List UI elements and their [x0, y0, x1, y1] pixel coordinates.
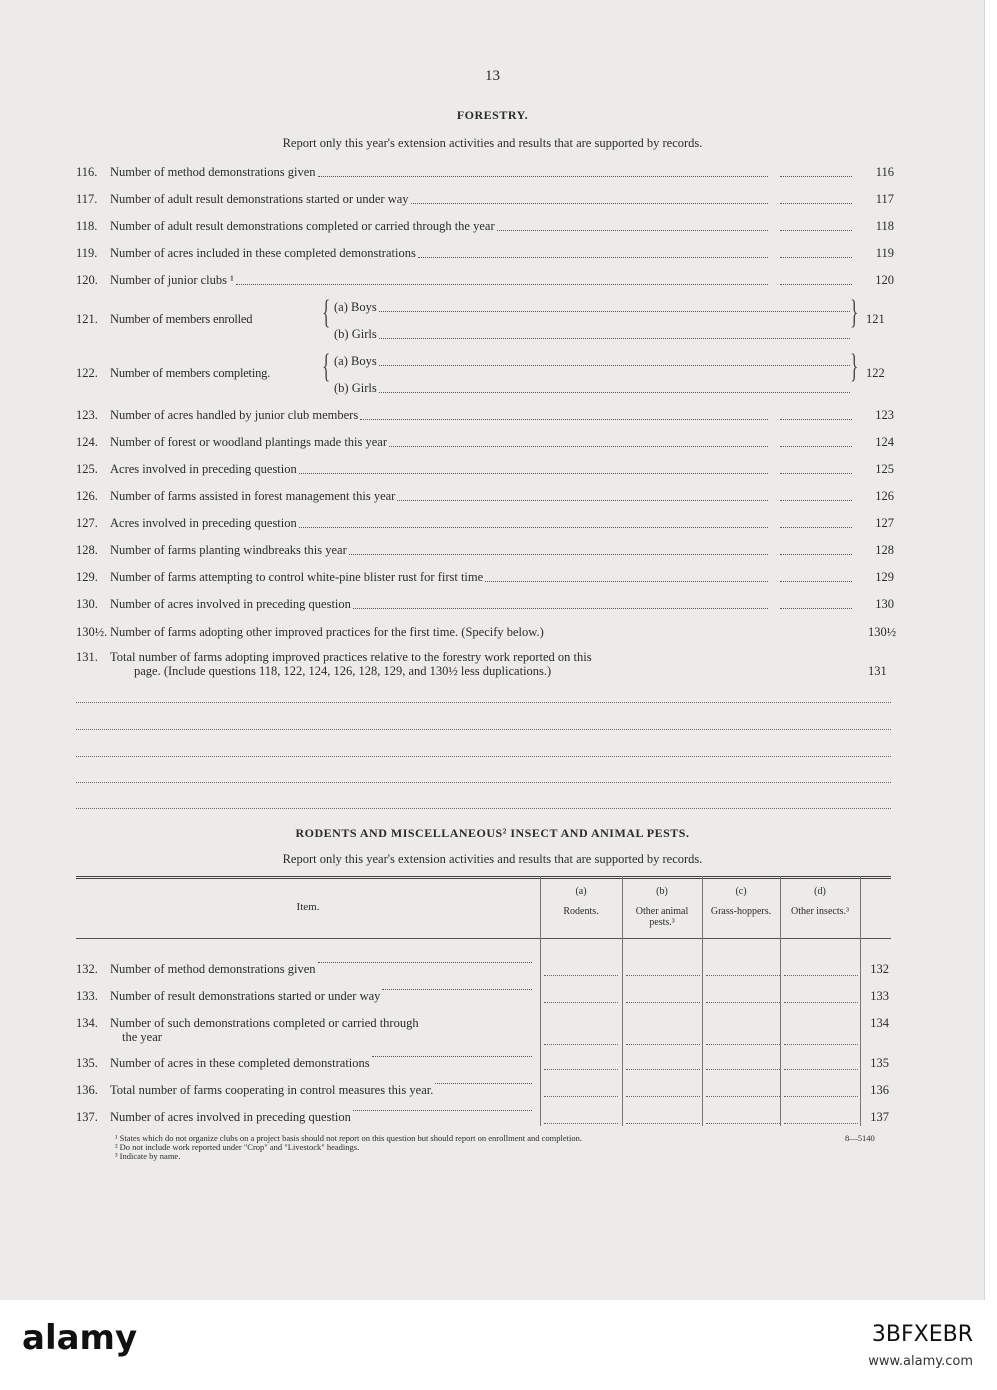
footnote-1: ¹ States which do not organize clubs on a project basis should not report on this question but should report on enrollment and completion.	[115, 1133, 582, 1143]
header-item: Item.	[296, 901, 320, 913]
col-divider	[702, 876, 703, 1126]
answer-cell[interactable]	[544, 1044, 618, 1045]
dotted-leader	[435, 1083, 532, 1084]
split-subrow	[334, 326, 854, 342]
dotted-leader	[353, 1110, 532, 1111]
split-subrow	[334, 299, 854, 315]
answer-cell[interactable]	[626, 1123, 700, 1124]
watermark-strip	[0, 1300, 997, 1390]
row-ref-number: 127	[875, 516, 894, 530]
row-number: 133.	[76, 989, 98, 1003]
answer-cell[interactable]	[626, 1002, 700, 1003]
answer-cell[interactable]	[784, 1069, 858, 1070]
row-label: Number of acres involved in preceding question	[110, 597, 351, 611]
row-label-wrap	[76, 1016, 536, 1031]
col-divider	[780, 876, 781, 1126]
row-label: Number of forest or woodland plantings made this year	[110, 435, 388, 449]
row-number: 119.	[76, 246, 98, 260]
row-ref-number: 130½	[868, 625, 897, 639]
dotted-leader	[353, 608, 768, 609]
col-header: Rodents.	[563, 906, 599, 917]
right-brace-icon: }	[850, 348, 859, 385]
row-label-wrap	[76, 989, 536, 1004]
answer-field[interactable]	[780, 581, 852, 582]
dotted-leader	[372, 1056, 532, 1057]
row-label: Number of acres in these completed demonstrations	[110, 1056, 370, 1070]
col-letter: (c)	[735, 886, 747, 897]
col-divider	[622, 876, 623, 1126]
row-label: Number of farms adopting other improved practices for the first time. (Specify below.)	[110, 625, 544, 639]
dotted-leader	[379, 365, 850, 366]
answer-cell[interactable]	[784, 1002, 858, 1003]
form-row	[76, 191, 894, 207]
row-ref-number: 132	[870, 962, 889, 976]
page-number: 13	[485, 68, 500, 84]
row-ref-number: 129	[875, 570, 894, 584]
split-subrow	[334, 353, 854, 369]
specify-line[interactable]	[76, 782, 891, 783]
forestry-subtitle: Report only this year's extension activities and results that are supported by records.	[282, 136, 703, 150]
dotted-leader	[379, 338, 850, 339]
row-ref-number: 136	[870, 1083, 889, 1097]
row-ref-number: 135	[870, 1056, 889, 1070]
row-ref-number: 123	[875, 408, 894, 422]
row-number: 135.	[76, 1056, 98, 1070]
answer-field[interactable]	[780, 176, 852, 177]
row-number: 127.	[76, 516, 98, 530]
row-label: Number of junior clubs ¹	[110, 273, 234, 287]
answer-cell[interactable]	[706, 975, 780, 976]
answer-field[interactable]	[780, 203, 852, 204]
row-number: 131.	[76, 650, 98, 664]
row-number: 132.	[76, 962, 98, 976]
row-ref-number: 131	[868, 664, 887, 678]
dotted-leader	[389, 446, 768, 447]
answer-cell[interactable]	[706, 1123, 780, 1124]
dotted-leader	[397, 500, 768, 501]
form-row	[76, 542, 894, 558]
row-label: Acres involved in preceding question	[110, 516, 297, 530]
row-ref-number: 134	[870, 1016, 889, 1030]
forestry-title: FORESTRY.	[456, 108, 529, 122]
row-number: 122.	[76, 366, 98, 380]
answer-field[interactable]	[780, 554, 852, 555]
answer-cell[interactable]	[544, 1123, 618, 1124]
right-brace-icon: }	[850, 294, 859, 331]
form-row	[76, 624, 897, 640]
row-label: Number of farms attempting to control white-pine blister rust for first time	[110, 570, 484, 584]
specify-line[interactable]	[76, 808, 891, 809]
answer-cell[interactable]	[706, 1044, 780, 1045]
form-row	[76, 164, 894, 180]
answer-cell[interactable]	[706, 1002, 780, 1003]
answer-field[interactable]	[780, 500, 852, 501]
row-number: 128.	[76, 543, 98, 557]
row-number: 121.	[76, 312, 98, 326]
form-row	[76, 245, 894, 261]
header-rule	[76, 938, 891, 939]
footnote-2: ² Do not include work reported under "Crop" and "Livestock" headings.	[115, 1142, 360, 1152]
row-ref-number: 122	[866, 366, 885, 380]
answer-field[interactable]	[780, 527, 852, 528]
row-ref-number: 128	[875, 543, 894, 557]
dotted-leader	[299, 473, 768, 474]
row-number: 120.	[76, 273, 98, 287]
dotted-leader	[485, 581, 768, 582]
col-letter: (b)	[656, 886, 668, 897]
answer-field[interactable]	[780, 257, 852, 258]
form-row	[76, 272, 894, 288]
answer-cell[interactable]	[784, 975, 858, 976]
subrow-label: (a) Boys	[334, 354, 377, 368]
form-row	[76, 407, 894, 423]
specify-line[interactable]	[76, 756, 891, 757]
row-label-wrap	[76, 1083, 536, 1098]
row-number: 126.	[76, 489, 98, 503]
form-row	[76, 218, 894, 234]
dotted-leader	[318, 962, 532, 963]
row-ref-number: 121	[866, 312, 885, 326]
row-label: Number of acres handled by junior club members	[110, 408, 359, 422]
answer-cell[interactable]	[544, 1069, 618, 1070]
dotted-leader	[379, 311, 850, 312]
row-number: 134.	[76, 1016, 98, 1030]
pests-title: RODENTS AND MISCELLANEOUS² INSECT AND ANIMAL PESTS.	[295, 826, 690, 840]
answer-field[interactable]	[780, 419, 852, 420]
row-ref-number: 119	[875, 246, 894, 260]
subrow-label: (b) Girls	[334, 327, 377, 341]
row-label-cont: the year	[122, 1030, 162, 1044]
answer-cell[interactable]	[544, 1096, 618, 1097]
row-label: Number of farms planting windbreaks this year	[110, 543, 347, 557]
row-ref-number: 118	[875, 219, 894, 233]
answer-cell[interactable]	[706, 1069, 780, 1070]
row-label: Total number of farms adopting improved practices relative to the forestry work reported on this	[110, 650, 592, 664]
col-header: Other insects.³	[791, 906, 849, 917]
form-row	[76, 596, 894, 612]
row-number: 116.	[76, 165, 98, 179]
answer-field[interactable]	[780, 446, 852, 447]
dotted-leader	[236, 284, 768, 285]
answer-cell[interactable]	[784, 1096, 858, 1097]
row-number: 130½.	[76, 625, 108, 639]
row-number: 125.	[76, 462, 98, 476]
pests-subtitle: Report only this year's extension activities and results that are supported by records.	[282, 852, 703, 866]
answer-field[interactable]	[780, 473, 852, 474]
answer-field[interactable]	[780, 284, 852, 285]
left-brace-icon: {	[322, 294, 331, 331]
row-number: 118.	[76, 219, 98, 233]
answer-cell[interactable]	[784, 1123, 858, 1124]
row-ref-number: 126	[875, 489, 894, 503]
dotted-leader	[360, 419, 768, 420]
row-label: Number of such demonstrations completed or carried through	[110, 1016, 419, 1030]
row-label: Number of members enrolled	[110, 312, 253, 326]
left-brace-icon: {	[322, 348, 331, 385]
subrow-label: (b) Girls	[334, 381, 377, 395]
row-label-wrap	[76, 962, 536, 977]
spacer	[546, 636, 864, 637]
row-number: 137.	[76, 1110, 98, 1124]
subrow-label: (a) Boys	[334, 300, 377, 314]
answer-field[interactable]	[780, 230, 852, 231]
row-label: Total number of farms cooperating in control measures this year.	[110, 1083, 434, 1097]
col-header: Grass-hoppers.	[710, 906, 772, 917]
image-id: 3BFXEBR	[871, 1322, 973, 1347]
form-row	[76, 515, 894, 531]
dotted-leader	[411, 203, 768, 204]
dotted-leader	[349, 554, 768, 555]
specify-line[interactable]	[76, 702, 891, 703]
row-label: Number of farms assisted in forest management this year	[110, 489, 396, 503]
form-row	[76, 569, 894, 585]
row-number: 117.	[76, 192, 98, 206]
row-label-wrap	[76, 1110, 536, 1125]
row-label: Number of adult result demonstrations started or under way	[110, 192, 409, 206]
row-label-cont: page. (Include questions 118, 122, 124, 126, 128, 129, and 130½ less duplications.)	[134, 664, 552, 678]
answer-cell[interactable]	[626, 975, 700, 976]
row-label: Number of adult result demonstrations completed or carried through the year	[110, 219, 495, 233]
dotted-leader	[299, 527, 768, 528]
row-label: Number of method demonstrations given	[110, 962, 316, 976]
col-header: Other animal pests.³	[635, 906, 689, 928]
answer-cell[interactable]	[706, 1096, 780, 1097]
col-letter: (a)	[575, 886, 587, 897]
answer-cell[interactable]	[626, 1069, 700, 1070]
answer-cell[interactable]	[544, 1002, 618, 1003]
row-number: 123.	[76, 408, 98, 422]
row-label: Number of method demonstrations given	[110, 165, 316, 179]
specify-line[interactable]	[76, 729, 891, 730]
row-ref-number: 125	[875, 462, 894, 476]
dotted-leader	[379, 392, 850, 393]
row-ref-number: 133	[870, 989, 889, 1003]
alamy-logo: alamy	[22, 1318, 138, 1358]
row-ref-number: 137	[870, 1110, 889, 1124]
form-row	[76, 461, 894, 477]
row-ref-number: 117	[875, 192, 894, 206]
col-letter: (d)	[814, 886, 826, 897]
row-number: 124.	[76, 435, 98, 449]
answer-field[interactable]	[780, 608, 852, 609]
form-row	[76, 488, 894, 504]
row-ref-number: 116	[875, 165, 894, 179]
dotted-leader	[318, 176, 768, 177]
row-label: Number of acres included in these completed demonstrations	[110, 246, 416, 260]
form-code: 8—5140	[845, 1133, 875, 1143]
row-ref-number: 120	[875, 273, 894, 287]
answer-cell[interactable]	[544, 975, 618, 976]
row-label: Number of members completing.	[110, 366, 271, 380]
dotted-leader	[497, 230, 768, 231]
table-top-rule	[76, 876, 891, 879]
footnote-3: ³ Indicate by name.	[115, 1151, 181, 1161]
dotted-leader	[418, 257, 768, 258]
row-label-wrap	[76, 1056, 536, 1071]
form-row	[76, 434, 894, 450]
col-divider	[540, 876, 541, 1126]
watermark-url: www.alamy.com	[868, 1354, 973, 1369]
answer-cell[interactable]	[784, 1044, 858, 1045]
row-number: 129.	[76, 570, 98, 584]
row-ref-number: 124	[875, 435, 894, 449]
row-label: Number of result demonstrations started or under way	[110, 989, 381, 1003]
row-label: Acres involved in preceding question	[110, 462, 297, 476]
row-number: 130.	[76, 597, 98, 611]
row-number: 136.	[76, 1083, 98, 1097]
answer-cell[interactable]	[626, 1044, 700, 1045]
pests-table	[76, 876, 891, 1126]
row-ref-number: 130	[875, 597, 894, 611]
row-label: Number of acres involved in preceding question	[110, 1110, 351, 1124]
answer-cell[interactable]	[626, 1096, 700, 1097]
split-subrow	[334, 380, 854, 396]
dotted-leader	[382, 989, 532, 990]
